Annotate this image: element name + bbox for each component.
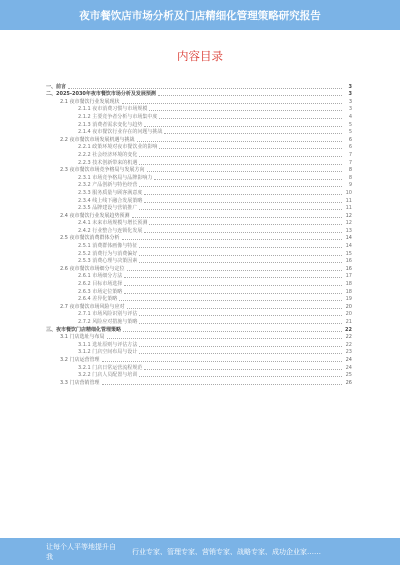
- toc-leader-dots: [144, 126, 342, 127]
- toc-entry-page: 22: [345, 334, 352, 341]
- footer-experts: 行业专家、管理专家、营销专家、战略专家、成功企业家……: [132, 547, 321, 556]
- toc-entry[interactable]: [46, 211, 352, 219]
- toc-entry-page: 6: [348, 144, 352, 151]
- toc-leader-dots: [124, 293, 342, 294]
- toc-entry-title: 3.1.1 选址原则与评估方法: [78, 341, 138, 348]
- toc-entry[interactable]: [46, 333, 352, 341]
- toc-leader-dots: [139, 255, 342, 256]
- toc-entry-title: 2.2.2 社会经济环境的变化: [78, 151, 138, 158]
- toc-entry[interactable]: [46, 112, 352, 120]
- toc-entry[interactable]: [46, 241, 352, 249]
- toc-entry[interactable]: [46, 287, 352, 295]
- toc-entry[interactable]: [46, 90, 352, 98]
- toc-leader-dots: [68, 88, 342, 89]
- toc-entry-title: 2.3.2 产品创新与特色经营: [78, 182, 138, 189]
- toc-entry-title: 3.1.2 门店空间布局与设计: [78, 349, 138, 356]
- toc-entry-title: 2.7 夜市餐饮市场风险与应对: [60, 303, 125, 310]
- toc-entry[interactable]: [46, 82, 352, 90]
- toc-entry-page: 25: [345, 372, 352, 379]
- toc-entry-page: 22: [345, 326, 352, 333]
- toc-entry-title: 3.2 门店运营管理: [60, 356, 100, 363]
- report-header: [0, 0, 400, 30]
- toc-entry-title: 2.3.1 市场竞争格局与品牌影响力: [78, 174, 153, 181]
- toc-entry[interactable]: [46, 310, 352, 318]
- toc-leader-dots: [127, 270, 342, 271]
- toc-entry-title: 2.1.4 夜市餐饮行业存在的问题与挑战: [78, 129, 163, 136]
- toc-entry-page: 3: [348, 91, 352, 98]
- toc-entry[interactable]: [46, 340, 352, 348]
- toc-entry-page: 13: [345, 227, 352, 234]
- toc-entry-title: 2.1.2 主要竞争者分析与市场集中度: [78, 113, 158, 120]
- footer-slogan: 让每个人平等地提升自我: [46, 542, 116, 561]
- toc-leader-dots: [139, 376, 342, 377]
- toc-entry-page: 9: [348, 182, 352, 189]
- toc-entry-title: 2.5 夜市餐饮消费群体分析: [60, 235, 120, 242]
- toc-leader-dots: [144, 232, 342, 233]
- toc-entry-title: 2.1.1 夜市消费习惯与市场规模: [78, 106, 148, 113]
- toc-entry-page: 6: [348, 136, 352, 143]
- toc-entry-page: 26: [345, 379, 352, 386]
- toc-entry[interactable]: [46, 173, 352, 181]
- toc-entry-page: 19: [345, 296, 352, 303]
- toc-entry-page: 8: [348, 174, 352, 181]
- toc-entry[interactable]: [46, 279, 352, 287]
- toc-entry-page: 20: [345, 311, 352, 318]
- toc-leader-dots: [139, 156, 342, 157]
- toc-entry-title: 2.5.3 消费心理与决策因素: [78, 258, 138, 265]
- toc-leader-dots: [147, 171, 342, 172]
- toc-entry[interactable]: [46, 264, 352, 272]
- toc-entry-page: 10: [345, 189, 352, 196]
- toc-entry-title: 2.6 夜市餐饮市场细分与定位: [60, 265, 125, 272]
- toc-leader-dots: [144, 202, 342, 203]
- toc-entry-page: 24: [345, 364, 352, 371]
- toc-entry-page: 11: [345, 197, 352, 204]
- toc-leader-dots: [102, 361, 342, 362]
- toc-entry[interactable]: [46, 219, 352, 227]
- toc-entry-title: 2.4 夜市餐饮行业发展趋势预测: [60, 212, 130, 219]
- toc-leader-dots: [144, 194, 342, 195]
- toc-entry-page: 7: [348, 151, 352, 158]
- toc-leader-dots: [122, 239, 342, 240]
- toc-entry-title: 3.2.1 门店日常运营流程规范: [78, 364, 143, 371]
- table-of-contents: [46, 82, 352, 386]
- toc-entry-title: 2.5.2 消费行为与消费偏好: [78, 250, 138, 257]
- toc-leader-dots: [149, 110, 342, 111]
- toc-leader-dots: [144, 369, 342, 370]
- toc-entry-page: 5: [348, 129, 352, 136]
- toc-leader-dots: [132, 217, 342, 218]
- toc-leader-dots: [139, 164, 342, 165]
- toc-entry-title: 2.4.2 行业整合与连锁化发展: [78, 227, 143, 234]
- toc-entry[interactable]: [46, 295, 352, 303]
- toc-entry[interactable]: [46, 181, 352, 189]
- toc-entry-title: 三、夜市餐饮门店精细化管理策略: [46, 326, 122, 333]
- toc-entry-page: 18: [345, 281, 352, 288]
- toc-entry[interactable]: [46, 97, 352, 105]
- toc-entry[interactable]: [46, 348, 352, 356]
- toc-entry-page: 16: [345, 265, 352, 272]
- toc-entry-page: 23: [345, 349, 352, 356]
- toc-entry-page: 14: [345, 243, 352, 250]
- toc-leader-dots: [107, 338, 342, 339]
- toc-heading: 内容目录: [177, 49, 223, 63]
- toc-leader-dots: [139, 262, 342, 263]
- toc-entry[interactable]: [46, 166, 352, 174]
- toc-leader-dots: [139, 353, 342, 354]
- toc-entry-title: 2.1.3 消费者需求变化与趋势: [78, 121, 143, 128]
- toc-entry-page: 17: [345, 273, 352, 280]
- toc-entry[interactable]: [46, 257, 352, 265]
- toc-entry-title: 二、2025-2030年夜市餐饮市场分析及发展预测: [46, 91, 156, 98]
- toc-entry-title: 2.3.4 线上线下融合发展策略: [78, 197, 143, 204]
- toc-leader-dots: [124, 285, 342, 286]
- toc-entry[interactable]: [46, 120, 352, 128]
- toc-entry-title: 一、前言: [46, 83, 67, 90]
- toc-entry[interactable]: [46, 272, 352, 280]
- toc-entry-page: 20: [345, 303, 352, 310]
- toc-entry-page: 21: [345, 319, 352, 325]
- toc-entry-page: 7: [348, 159, 352, 166]
- report-title: 夜市餐饮店市场分析及门店精细化管理策略研究报告: [79, 9, 321, 22]
- toc-leader-dots: [123, 331, 342, 332]
- toc-entry-title: 3.2.2 门店人员配置与培训: [78, 372, 138, 379]
- toc-leader-dots: [149, 224, 342, 225]
- toc-entry-page: 5: [348, 121, 352, 128]
- toc-entry-title: 2.4.1 未来市场规模与增长预测: [78, 220, 148, 227]
- toc-entry[interactable]: [46, 128, 352, 136]
- toc-entry-page: 3: [348, 98, 352, 105]
- toc-leader-dots: [139, 315, 342, 316]
- toc-entry-page: 3: [348, 106, 352, 113]
- toc-entry-page: 18: [345, 288, 352, 295]
- toc-leader-dots: [159, 148, 342, 149]
- toc-entry-title: 2.2.3 技术创新带来的机遇: [78, 159, 138, 166]
- toc-entry-page: 11: [345, 205, 352, 212]
- toc-entry-title: 2.3.3 服务质量与顾客满意度: [78, 189, 143, 196]
- toc-entry-title: 2.6.4 差异化策略: [78, 296, 118, 303]
- toc-leader-dots: [139, 209, 342, 210]
- toc-entry-page: 12: [345, 220, 352, 227]
- toc-entry-title: 3.3 门店营销管理: [60, 379, 100, 386]
- toc-entry-page: 15: [345, 250, 352, 257]
- toc-entry-title: 2.6.3 市场定位策略: [78, 288, 123, 295]
- toc-leader-dots: [122, 103, 342, 104]
- toc-leader-dots: [139, 323, 342, 324]
- toc-entry[interactable]: [46, 143, 352, 151]
- toc-entry-title: 2.6.2 目标市场选择: [78, 281, 123, 288]
- toc-entry[interactable]: [46, 249, 352, 257]
- toc-entry-title: 2.3 夜市餐饮市场竞争格局与发展方向: [60, 167, 145, 174]
- toc-entry-page: 16: [345, 258, 352, 265]
- toc-entry[interactable]: [46, 135, 352, 143]
- toc-leader-dots: [139, 247, 342, 248]
- toc-entry-page: 22: [345, 341, 352, 348]
- toc-entry[interactable]: [46, 150, 352, 158]
- toc-entry[interactable]: [46, 196, 352, 204]
- toc-entry-title: 2.7.2 风险应对措施与策略: [78, 319, 138, 325]
- toc-entry[interactable]: [46, 363, 352, 371]
- toc-leader-dots: [119, 300, 342, 301]
- toc-entry[interactable]: [46, 302, 352, 310]
- toc-leader-dots: [137, 141, 342, 142]
- toc-entry-page: 14: [345, 235, 352, 242]
- toc-entry[interactable]: [46, 355, 352, 363]
- toc-entry-title: 2.2.1 政策环境对夜市餐饮业的影响: [78, 144, 158, 151]
- toc-entry[interactable]: [46, 371, 352, 379]
- toc-leader-dots: [102, 384, 342, 385]
- toc-entry[interactable]: [46, 317, 352, 325]
- toc-leader-dots: [154, 179, 342, 180]
- footer-banner: [0, 538, 400, 565]
- toc-entry-title: 2.1 夜市餐饮行业发展现状: [60, 98, 120, 105]
- toc-entry-title: 2.3.5 品牌建设与营销推广: [78, 205, 138, 212]
- toc-entry-title: 2.2 夜市餐饮市场发展机遇与挑战: [60, 136, 135, 143]
- toc-entry-title: 2.7.1 市场风险识别与评估: [78, 311, 138, 318]
- toc-entry[interactable]: [46, 188, 352, 196]
- toc-entry-title: 2.5.1 消费群体画像与特征: [78, 243, 138, 250]
- toc-leader-dots: [139, 346, 342, 347]
- toc-entry-page: 3: [348, 83, 352, 90]
- toc-leader-dots: [139, 186, 342, 187]
- toc-entry[interactable]: [46, 226, 352, 234]
- toc-entry-page: 24: [345, 356, 352, 363]
- toc-leader-dots: [159, 118, 342, 119]
- toc-entry-page: 4: [348, 113, 352, 120]
- toc-leader-dots: [158, 95, 342, 96]
- toc-leader-dots: [124, 277, 342, 278]
- toc-entry[interactable]: [46, 378, 352, 386]
- toc-entry[interactable]: [46, 325, 352, 333]
- toc-entry[interactable]: [46, 234, 352, 242]
- toc-leader-dots: [127, 308, 342, 309]
- toc-entry[interactable]: [46, 204, 352, 212]
- toc-entry-title: 2.6.1 市场细分方法: [78, 273, 123, 280]
- toc-entry-page: 8: [348, 167, 352, 174]
- toc-entry[interactable]: [46, 158, 352, 166]
- toc-entry[interactable]: [46, 105, 352, 113]
- toc-leader-dots: [164, 133, 342, 134]
- toc-entry-page: 12: [345, 212, 352, 219]
- toc-entry-title: 3.1 门店选址与布局: [60, 334, 105, 341]
